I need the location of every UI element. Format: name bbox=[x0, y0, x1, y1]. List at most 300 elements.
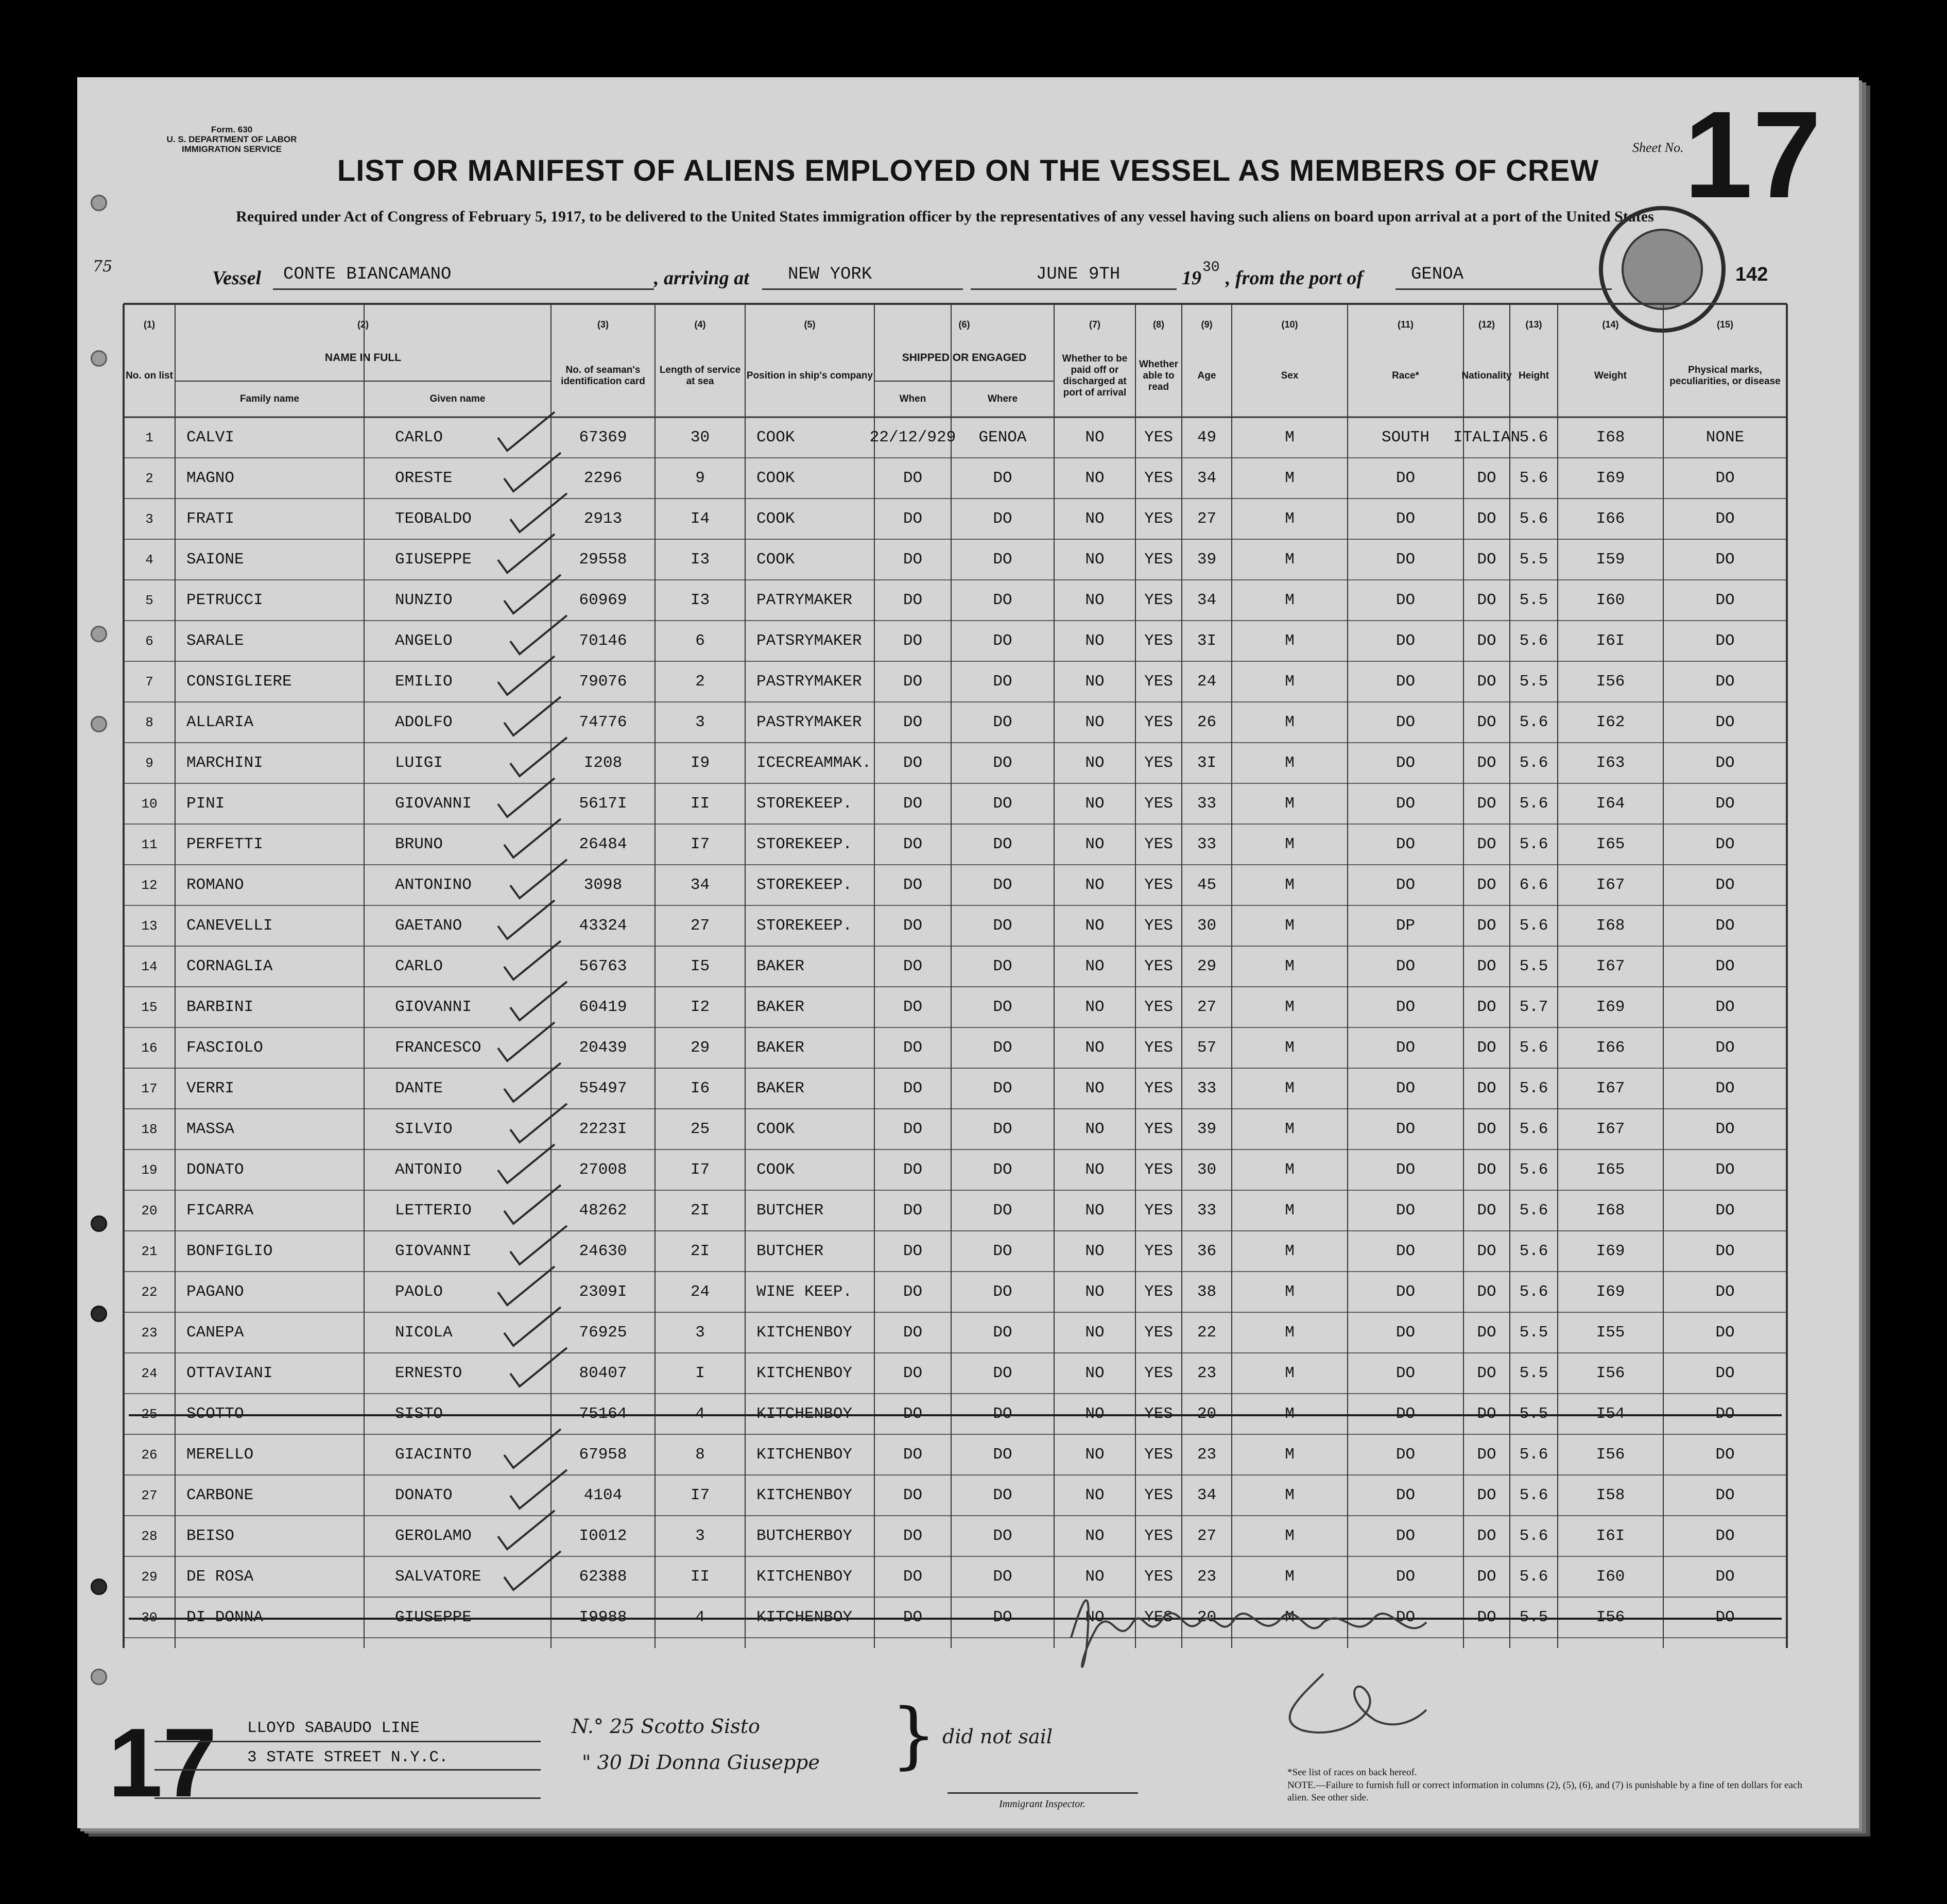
cell-service: 3 bbox=[695, 1324, 705, 1342]
cell-service: I7 bbox=[690, 835, 710, 853]
cell-position: KITCHENBOY bbox=[756, 1486, 853, 1504]
cell-card: 2296 bbox=[583, 469, 623, 487]
cell-marks: DO bbox=[1715, 1079, 1735, 1097]
cell-position: KITCHENBOY bbox=[756, 1324, 853, 1342]
cell-sex: M bbox=[1285, 835, 1295, 853]
cell-nationality: DO bbox=[1477, 673, 1496, 691]
cell-sex: M bbox=[1285, 510, 1295, 528]
cell-read: YES bbox=[1144, 1283, 1173, 1301]
cell-read: YES bbox=[1144, 1079, 1173, 1097]
cell-card: 76925 bbox=[579, 1324, 627, 1342]
cell-read: YES bbox=[1144, 876, 1173, 894]
cell-age: 34 bbox=[1197, 1486, 1217, 1504]
cell-age: 33 bbox=[1197, 795, 1217, 813]
cell-family: MAGNO bbox=[186, 469, 235, 487]
cell-marks: DO bbox=[1715, 632, 1735, 650]
cell-no: 23 bbox=[141, 1325, 158, 1341]
cell-card: 55497 bbox=[579, 1079, 627, 1097]
cell-paid: NO bbox=[1085, 673, 1105, 691]
cell-where: DO bbox=[993, 1324, 1012, 1342]
cell-nationality: DO bbox=[1477, 876, 1496, 894]
cell-marks: DO bbox=[1715, 713, 1735, 731]
cell-weight: I65 bbox=[1596, 835, 1625, 853]
checkmark-icon bbox=[505, 613, 577, 659]
cell-height: 5.6 bbox=[1519, 469, 1548, 487]
cell-height: 6.6 bbox=[1519, 876, 1548, 894]
sheet-number: 17 bbox=[1684, 85, 1821, 224]
cell-no: 7 bbox=[145, 674, 153, 690]
cell-age: 22 bbox=[1197, 1324, 1217, 1342]
cell-read: YES bbox=[1144, 591, 1173, 609]
cell-race: DO bbox=[1395, 1324, 1416, 1342]
cell-weight: I66 bbox=[1596, 510, 1625, 528]
cell-family: CARBONE bbox=[186, 1486, 254, 1504]
cell-age: 27 bbox=[1197, 998, 1217, 1016]
checkmark-icon bbox=[505, 491, 577, 537]
cell-paid: NO bbox=[1085, 998, 1105, 1016]
cell-family: OTTAVIANI bbox=[186, 1364, 273, 1382]
cell-given: CARLO bbox=[395, 957, 443, 975]
cell-height: 5.6 bbox=[1519, 1161, 1548, 1179]
checkmark-icon bbox=[505, 735, 577, 781]
cell-marks: DO bbox=[1715, 957, 1735, 975]
cell-where: DO bbox=[993, 1242, 1012, 1260]
cell-height: 5.6 bbox=[1519, 1283, 1548, 1301]
cell-height: 5.6 bbox=[1519, 1446, 1548, 1464]
cell-paid: NO bbox=[1085, 591, 1105, 609]
cell-read: YES bbox=[1144, 835, 1173, 853]
cell-when: DO bbox=[903, 1283, 923, 1301]
cell-position: BAKER bbox=[756, 957, 805, 975]
cell-paid: NO bbox=[1085, 469, 1105, 487]
cell-nationality: DO bbox=[1477, 957, 1496, 975]
cell-where: DO bbox=[993, 1079, 1012, 1097]
column-number: (11) bbox=[1397, 319, 1414, 330]
cell-no: 28 bbox=[141, 1528, 158, 1544]
header-sex: Sex bbox=[1281, 370, 1299, 381]
cell-age: 49 bbox=[1197, 428, 1217, 447]
cell-read: YES bbox=[1144, 795, 1173, 813]
cell-service: 30 bbox=[690, 428, 710, 447]
cell-family: SARALE bbox=[186, 632, 244, 650]
cell-given: ADOLFO bbox=[395, 713, 453, 731]
cell-service: 6 bbox=[695, 632, 705, 650]
cell-no: 13 bbox=[141, 918, 158, 934]
cell-read: YES bbox=[1144, 957, 1173, 975]
cell-nationality: DO bbox=[1477, 1039, 1496, 1057]
cell-when: DO bbox=[903, 1242, 923, 1260]
cell-no: 17 bbox=[141, 1080, 158, 1096]
cell-family: MARCHINI bbox=[186, 754, 263, 772]
header-name-in-full: NAME IN FULL bbox=[324, 352, 402, 364]
cell-read: YES bbox=[1144, 1446, 1173, 1464]
cell-family: FRATI bbox=[186, 510, 235, 528]
cell-race: DO bbox=[1395, 876, 1416, 894]
cell-no: 3 bbox=[145, 511, 153, 527]
cell-sex: M bbox=[1285, 754, 1295, 772]
cell-weight: I6I bbox=[1596, 1527, 1625, 1545]
cell-card: 2309I bbox=[579, 1283, 627, 1301]
cell-where: DO bbox=[993, 510, 1012, 528]
cell-paid: NO bbox=[1085, 428, 1105, 447]
checkmark-icon bbox=[505, 1223, 577, 1270]
cell-marks: DO bbox=[1715, 551, 1735, 569]
cell-when: DO bbox=[903, 1161, 923, 1179]
cell-nationality: DO bbox=[1477, 1446, 1496, 1464]
cell-given: FRANCESCO bbox=[395, 1039, 481, 1057]
cell-no: 19 bbox=[141, 1162, 158, 1178]
cell-paid: NO bbox=[1085, 1486, 1105, 1504]
cell-marks: DO bbox=[1715, 510, 1735, 528]
page-subtitle: Required under Act of Congress of February 5, 1917, to be delivered to the United States immigration officer by the representatives of any vessel having such aliens on board upon arrival at a port of the United States bbox=[236, 208, 1654, 225]
cell-service: 29 bbox=[690, 1039, 710, 1057]
cell-weight: I65 bbox=[1596, 1161, 1625, 1179]
cell-paid: NO bbox=[1085, 1120, 1105, 1138]
cell-given: GIACINTO bbox=[395, 1446, 472, 1464]
cell-weight: I56 bbox=[1596, 673, 1625, 691]
cell-family: BARBINI bbox=[186, 998, 254, 1016]
checkmark-icon bbox=[493, 1508, 565, 1554]
cell-read: YES bbox=[1144, 469, 1173, 487]
year-prefix: 19 bbox=[1182, 267, 1201, 289]
cell-nationality: DO bbox=[1477, 591, 1496, 609]
cell-nationality: DO bbox=[1477, 1527, 1496, 1545]
cell-position: PATSRYMAKER bbox=[756, 632, 862, 650]
checkmark-icon bbox=[505, 1345, 577, 1392]
cell-service: II bbox=[690, 795, 710, 813]
column-number: (4) bbox=[694, 319, 706, 330]
cell-where: DO bbox=[993, 713, 1012, 731]
cell-card: I208 bbox=[583, 754, 623, 772]
cell-height: 5.6 bbox=[1519, 1527, 1548, 1545]
cell-sex: M bbox=[1285, 1242, 1295, 1260]
cell-card: 27008 bbox=[579, 1161, 627, 1179]
handwritten-note-line-2: " 30 Di Donna Giuseppe bbox=[582, 1751, 820, 1774]
cell-sex: M bbox=[1285, 1364, 1295, 1382]
cell-weight: I67 bbox=[1596, 1079, 1625, 1097]
cell-card: 24630 bbox=[579, 1242, 627, 1260]
cell-where: DO bbox=[993, 917, 1012, 935]
cell-height: 5.6 bbox=[1519, 1079, 1548, 1097]
cell-position: ICECREAMMAK. bbox=[756, 754, 872, 772]
cell-when: DO bbox=[903, 1568, 923, 1586]
cell-age: 24 bbox=[1197, 673, 1217, 691]
cell-nationality: DO bbox=[1477, 1324, 1496, 1342]
cell-card: 56763 bbox=[579, 957, 627, 975]
cell-no: 16 bbox=[141, 1040, 158, 1056]
cell-weight: I69 bbox=[1596, 469, 1625, 487]
cell-age: 45 bbox=[1197, 876, 1217, 894]
cell-service: I4 bbox=[690, 510, 710, 528]
from-port-label: , from the port of bbox=[1226, 267, 1364, 289]
cell-sex: M bbox=[1285, 1161, 1295, 1179]
cell-card: 2223I bbox=[579, 1120, 627, 1138]
cell-age: 23 bbox=[1197, 1364, 1217, 1382]
cell-weight: I69 bbox=[1596, 1283, 1625, 1301]
cell-paid: NO bbox=[1085, 917, 1105, 935]
manifest-sheet bbox=[77, 77, 1859, 1828]
cell-race: DO bbox=[1395, 469, 1416, 487]
cell-given: DONATO bbox=[395, 1486, 453, 1504]
header-race: Race* bbox=[1392, 370, 1419, 381]
cell-no: 4 bbox=[145, 552, 153, 568]
cell-sex: M bbox=[1285, 917, 1295, 935]
checkmark-icon bbox=[493, 776, 565, 822]
vessel-name: CONTE BIANCAMANO bbox=[283, 265, 452, 284]
cell-given: LETTERIO bbox=[395, 1202, 472, 1220]
cell-race: DO bbox=[1395, 957, 1416, 975]
cell-read: YES bbox=[1144, 1568, 1173, 1586]
cell-where: DO bbox=[993, 632, 1012, 650]
cell-age: 39 bbox=[1197, 1120, 1217, 1138]
cell-family: CORNAGLIA bbox=[186, 957, 273, 975]
brace-glyph: } bbox=[891, 1693, 937, 1777]
cell-when: DO bbox=[903, 1486, 923, 1504]
cell-height: 5.6 bbox=[1519, 835, 1548, 853]
handwritten-did-not-sail: did not sail bbox=[942, 1725, 1053, 1748]
cell-family: DONATO bbox=[186, 1161, 244, 1179]
cell-read: YES bbox=[1144, 1161, 1173, 1179]
cell-read: YES bbox=[1144, 510, 1173, 528]
cell-race: DO bbox=[1395, 713, 1416, 731]
cell-marks: DO bbox=[1715, 1486, 1735, 1504]
cell-no: 11 bbox=[141, 836, 158, 852]
cell-race: DO bbox=[1395, 835, 1416, 853]
cell-when: DO bbox=[903, 632, 923, 650]
cell-no: 24 bbox=[141, 1365, 158, 1381]
cell-service: 2 bbox=[695, 673, 705, 691]
cell-weight: I59 bbox=[1596, 551, 1625, 569]
cell-where: DO bbox=[993, 1120, 1012, 1138]
cell-family: MERELLO bbox=[186, 1446, 254, 1464]
cell-paid: NO bbox=[1085, 835, 1105, 853]
checkmark-icon bbox=[493, 1020, 565, 1066]
cell-given: SILVIO bbox=[395, 1120, 453, 1138]
cell-family: CANEPA bbox=[186, 1324, 244, 1342]
cell-where: DO bbox=[993, 1527, 1012, 1545]
header-nationality: Nationality bbox=[1461, 370, 1512, 381]
cell-race: DO bbox=[1395, 591, 1416, 609]
cell-marks: DO bbox=[1715, 998, 1735, 1016]
strikethrough-line bbox=[129, 1618, 1782, 1620]
race-footnote: *See list of races on back hereof. bbox=[1287, 1767, 1417, 1778]
cell-sex: M bbox=[1285, 713, 1295, 731]
cell-no: 22 bbox=[141, 1284, 158, 1300]
cell-where: DO bbox=[993, 1568, 1012, 1586]
cell-height: 5.6 bbox=[1519, 1120, 1548, 1138]
cell-service: 3 bbox=[695, 713, 705, 731]
cell-sex: M bbox=[1285, 591, 1295, 609]
cell-paid: NO bbox=[1085, 510, 1105, 528]
cell-age: 3I bbox=[1197, 754, 1217, 772]
cell-sex: M bbox=[1285, 428, 1295, 447]
cell-paid: NO bbox=[1085, 713, 1105, 731]
cell-family: SAIONE bbox=[186, 551, 244, 569]
cell-sex: M bbox=[1285, 1202, 1295, 1220]
cell-where: DO bbox=[993, 591, 1012, 609]
cell-when: DO bbox=[903, 835, 923, 853]
cell-when: DO bbox=[903, 795, 923, 813]
checkmark-icon bbox=[493, 531, 565, 578]
cell-race: DO bbox=[1395, 1161, 1416, 1179]
cell-weight: I69 bbox=[1596, 1242, 1625, 1260]
cell-weight: I55 bbox=[1596, 1324, 1625, 1342]
cell-position: BAKER bbox=[756, 1039, 805, 1057]
cell-when: DO bbox=[903, 876, 923, 894]
cell-position: STOREKEEP. bbox=[756, 917, 853, 935]
cell-given: TEOBALDO bbox=[395, 510, 472, 528]
cell-race: DO bbox=[1395, 510, 1416, 528]
footer-sheet-number: 17 bbox=[108, 1708, 217, 1817]
cell-weight: I62 bbox=[1596, 713, 1625, 731]
cell-when: DO bbox=[903, 754, 923, 772]
cell-weight: I56 bbox=[1596, 1364, 1625, 1382]
cell-card: 79076 bbox=[579, 673, 627, 691]
cell-age: 27 bbox=[1197, 1527, 1217, 1545]
cell-card: 60969 bbox=[579, 591, 627, 609]
cell-sex: M bbox=[1285, 998, 1295, 1016]
cell-paid: NO bbox=[1085, 1161, 1105, 1179]
cell-age: 38 bbox=[1197, 1283, 1217, 1301]
service-name: IMMIGRATION SERVICE bbox=[182, 144, 282, 154]
cell-position: PATRYMAKER bbox=[756, 591, 853, 609]
cell-race: DO bbox=[1395, 1283, 1416, 1301]
cell-weight: I67 bbox=[1596, 957, 1625, 975]
cell-when: DO bbox=[903, 1039, 923, 1057]
cell-age: 23 bbox=[1197, 1446, 1217, 1464]
cell-service: I bbox=[695, 1364, 705, 1382]
cell-nationality: DO bbox=[1477, 1283, 1496, 1301]
cell-where: DO bbox=[993, 1446, 1012, 1464]
cell-service: I7 bbox=[690, 1486, 710, 1504]
cell-nationality: DO bbox=[1477, 632, 1496, 650]
header-length-of-service: Length of service at sea bbox=[659, 365, 741, 387]
cell-paid: NO bbox=[1085, 1527, 1105, 1545]
cell-service: I5 bbox=[690, 957, 710, 975]
shipping-line-name: LLOYD SABAUDO LINE bbox=[247, 1719, 420, 1737]
cell-weight: I60 bbox=[1596, 1568, 1625, 1586]
checkmark-icon bbox=[505, 857, 577, 903]
cell-sex: M bbox=[1285, 1324, 1295, 1342]
cell-age: 26 bbox=[1197, 713, 1217, 731]
cell-where: DO bbox=[993, 1039, 1012, 1057]
cell-nationality: DO bbox=[1477, 1486, 1496, 1504]
cell-race: DO bbox=[1395, 1120, 1416, 1138]
cell-card: 2913 bbox=[583, 510, 623, 528]
cell-weight: I67 bbox=[1596, 876, 1625, 894]
cell-race: DO bbox=[1395, 1079, 1416, 1097]
cell-age: 3I bbox=[1197, 632, 1217, 650]
cell-no: 6 bbox=[145, 633, 153, 649]
cell-given: GIOVANNI bbox=[395, 795, 472, 813]
cell-where: DO bbox=[993, 957, 1012, 975]
cell-service: I6 bbox=[690, 1079, 710, 1097]
cell-given: GIUSEPPE bbox=[395, 551, 472, 569]
cell-family: PERFETTI bbox=[186, 835, 263, 853]
cell-paid: NO bbox=[1085, 1364, 1105, 1382]
cell-when: DO bbox=[903, 1120, 923, 1138]
cell-race: SOUTH bbox=[1381, 428, 1429, 447]
checkmark-icon bbox=[505, 1467, 577, 1514]
checkmark-icon bbox=[493, 898, 565, 944]
cell-marks: DO bbox=[1715, 469, 1735, 487]
cell-given: ORESTE bbox=[395, 469, 453, 487]
cell-marks: DO bbox=[1715, 835, 1735, 853]
cell-service: II bbox=[690, 1568, 710, 1586]
cell-given: PAOLO bbox=[395, 1283, 443, 1301]
cell-position: KITCHENBOY bbox=[756, 1446, 853, 1464]
checkmark-icon bbox=[499, 694, 571, 741]
cell-no: 8 bbox=[145, 714, 153, 730]
cell-sex: M bbox=[1285, 1120, 1295, 1138]
cell-nationality: DO bbox=[1477, 1364, 1496, 1382]
address-underline-2 bbox=[154, 1769, 541, 1771]
cell-marks: DO bbox=[1715, 673, 1735, 691]
header-height: Height bbox=[1518, 370, 1549, 381]
header-shipped-or-engaged: SHIPPED OR ENGAGED bbox=[902, 352, 1027, 364]
cell-marks: DO bbox=[1715, 754, 1735, 772]
checkmark-icon bbox=[499, 572, 571, 619]
cell-height: 5.6 bbox=[1519, 713, 1548, 731]
cell-read: YES bbox=[1144, 917, 1173, 935]
cell-where: DO bbox=[993, 795, 1012, 813]
cell-position: KITCHENBOY bbox=[756, 1568, 853, 1586]
cell-card: 43324 bbox=[579, 917, 627, 935]
cell-paid: NO bbox=[1085, 1568, 1105, 1586]
cell-marks: DO bbox=[1715, 1120, 1735, 1138]
cell-family: CALVI bbox=[186, 428, 235, 447]
cell-position: BAKER bbox=[756, 1079, 805, 1097]
checkmark-icon bbox=[499, 1549, 571, 1595]
cell-given: GEROLAMO bbox=[395, 1527, 472, 1545]
cell-service: 25 bbox=[690, 1120, 710, 1138]
checkmark-icon bbox=[493, 1264, 565, 1310]
cell-paid: NO bbox=[1085, 1242, 1105, 1260]
checkmark-icon bbox=[499, 450, 571, 496]
cell-given: NICOLA bbox=[395, 1324, 453, 1342]
sheet-number-label: Sheet No. bbox=[1632, 140, 1684, 155]
cell-where: DO bbox=[993, 551, 1012, 569]
cell-age: 33 bbox=[1197, 1079, 1217, 1097]
cell-race: DO bbox=[1395, 1202, 1416, 1220]
cell-nationality: DO bbox=[1477, 1120, 1496, 1138]
column-number: (13) bbox=[1525, 319, 1542, 330]
cell-card: 70146 bbox=[579, 632, 627, 650]
cell-where: DO bbox=[993, 998, 1012, 1016]
cell-race: DO bbox=[1395, 1364, 1416, 1382]
cell-weight: I67 bbox=[1596, 1120, 1625, 1138]
cell-given: BRUNO bbox=[395, 835, 443, 853]
cell-weight: I6I bbox=[1596, 632, 1625, 650]
cell-weight: I66 bbox=[1596, 1039, 1625, 1057]
cell-card: 48262 bbox=[579, 1202, 627, 1220]
cell-no: 9 bbox=[145, 755, 153, 771]
cell-race: DO bbox=[1395, 1568, 1416, 1586]
cell-read: YES bbox=[1144, 1364, 1173, 1382]
cell-marks: DO bbox=[1715, 795, 1735, 813]
cell-nationality: DO bbox=[1477, 1161, 1496, 1179]
cell-marks: DO bbox=[1715, 1527, 1735, 1545]
cell-given: GIOVANNI bbox=[395, 998, 472, 1016]
cell-position: COOK bbox=[756, 551, 795, 569]
cell-height: 5.5 bbox=[1519, 591, 1548, 609]
cell-when: DO bbox=[903, 917, 923, 935]
cell-service: 24 bbox=[690, 1283, 710, 1301]
cell-position: COOK bbox=[756, 1120, 795, 1138]
cell-height: 5.6 bbox=[1519, 428, 1548, 447]
cell-age: 29 bbox=[1197, 957, 1217, 975]
cell-age: 57 bbox=[1197, 1039, 1217, 1057]
